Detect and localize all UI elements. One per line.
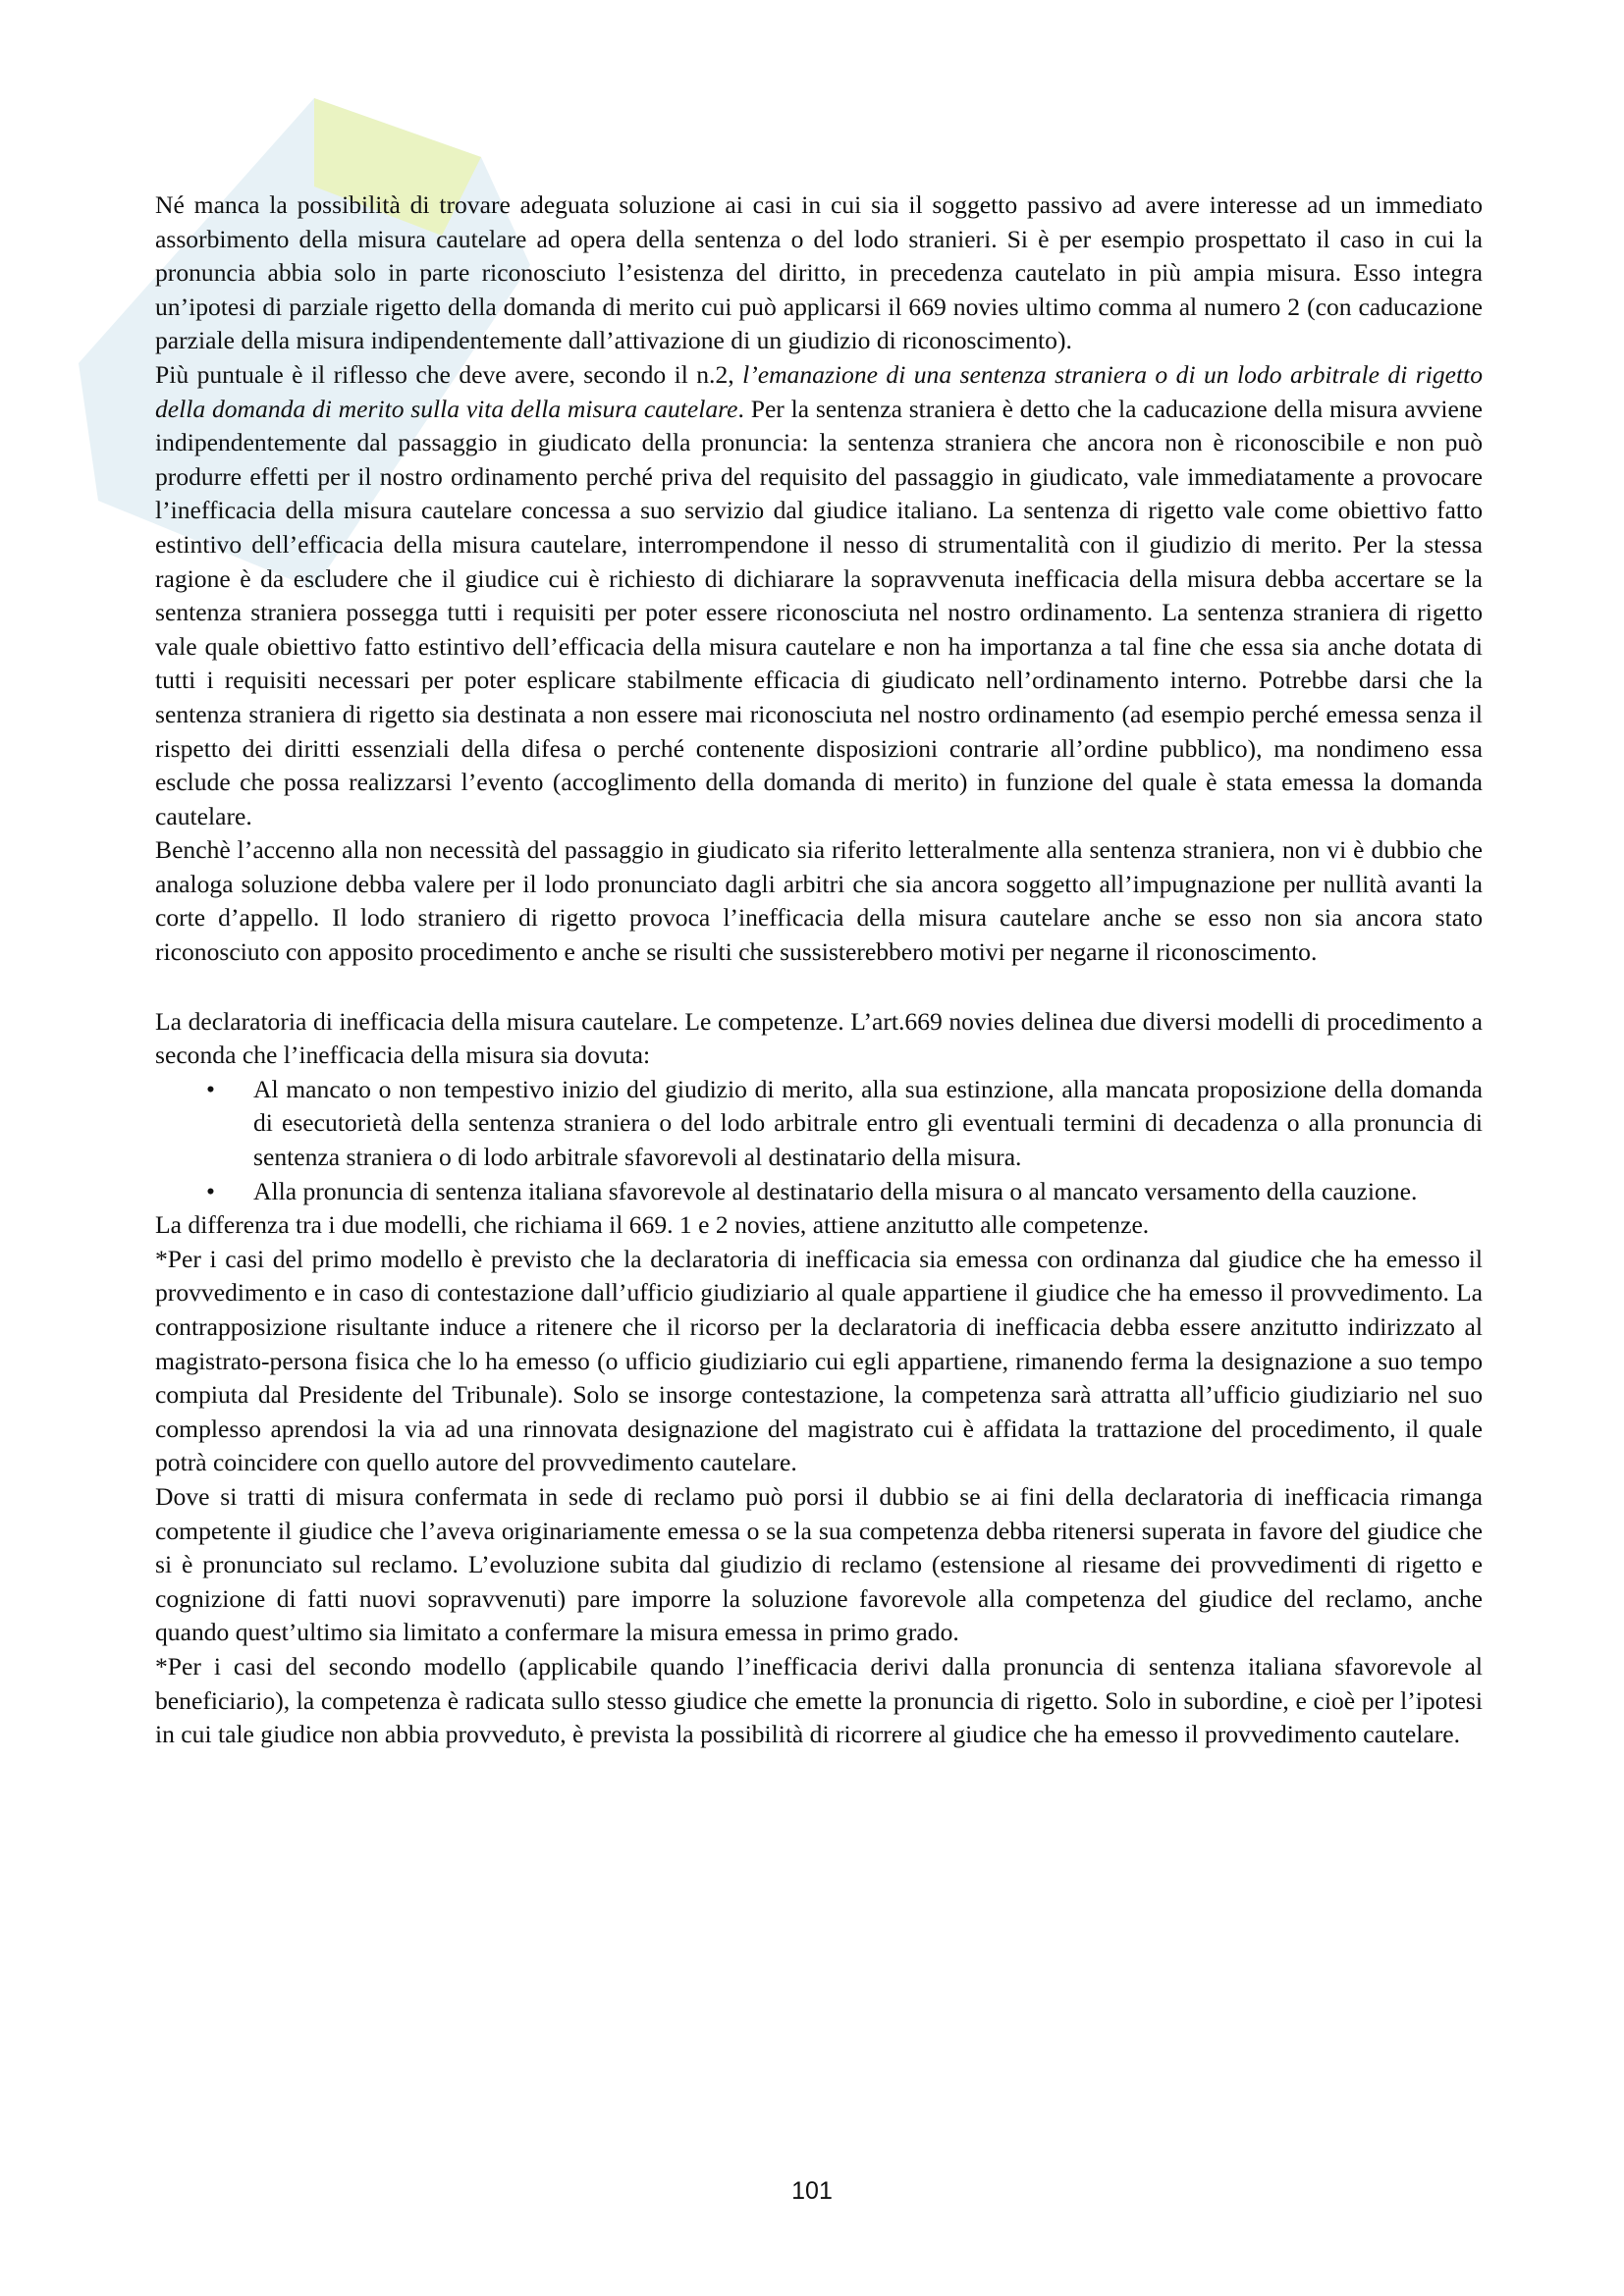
paragraph-3: Benchè l’accenno alla non necessità del passaggio in giudicato sia riferito letteralmente alla sentenza straniera, non vi è dubbio che analoga soluzione debba valere per il lodo pronunciato dagli arbitri che sia ancora soggetto all’impugnazione per nullità avanti la corte d’appello. Il lodo straniero di rigetto provoca l’inefficacia della misura cautelare anche se esso non sia ancora stato riconosciuto con apposito procedimento e anche se risulti che sussisterebbero motivi per negarne il riconoscimento.: [155, 835, 1483, 967]
bullet-item: [155, 1073, 1483, 1175]
bullet-icon: •: [206, 1074, 215, 1103]
bullet-text: Alla pronuncia di sentenza italiana sfavorevole al destinatario della misura o al mancato versamento della cauzione.: [253, 1176, 1418, 1205]
document-body: [155, 188, 1483, 1752]
page-number: 101: [791, 2177, 833, 2205]
paragraph-2-end: . Per la sentenza straniera è detto che la caducazione della misura avviene indipendentemente dal passaggio in giudicato della pronuncia: la sentenza straniera che ancora non è riconoscibile e non può produrre effetti per il nostro ordinamento perché priva del requisito del passaggio in giudicato, vale immediatamente a provocare l’inefficacia della misura cautelare concessa a suo servizio dal giudice italiano. La sentenza di rigetto vale come obiettivo fatto estintivo dell’efficacia della misura cautelare, interrompendone il nesso di strumentalità con il giudizio di merito. Per la stessa ragione è da escludere che il giudice cui è richiesto di dichiarare la sopravvenuta inefficacia della misura debba accertare se la sentenza straniera possegga tutti i requisiti per poter essere riconosciuta nel nostro ordinamento. La sentenza straniera di rigetto vale quale obiettivo fatto estintivo dell’efficacia della misura cautelare e non ha importanza a tal fine che essa sia anche dotata di tutti i requisiti necessari per poter esplicare stabilmente efficacia di giudicato nell’ordinamento interno. Potrebbe darsi che la sentenza straniera di rigetto sia destinata a non essere mai riconosciuta nel nostro ordinamento (ad esempio perché emessa senza il rispetto dei diritti essenziali della difesa o perché contenente disposizioni contrarie all’ordine pubblico), ma nondimeno essa esclude che possa realizzarsi l’evento (accoglimento della domanda di merito) in funzione del quale è stata emessa la domanda cautelare.: [155, 394, 1483, 830]
paragraph-1: Né manca la possibilità di trovare adeguata soluzione ai casi in cui sia il soggetto passivo ad avere interesse ad un immediato assorbimento della misura cautelare ad opera della sentenza o del lodo stranieri. Si è per esempio prospettato il caso in cui la pronuncia abbia solo in parte riconosciuto l’esistenza del diritto, in precedenza cautelato in più ampia misura. Esso integra un’ipotesi di parziale rigetto della domanda di merito cui può applicarsi il 669 novies ultimo comma al numero 2 (con caducazione parziale della misura indipendentemente dall’attivazione di un giudizio di riconoscimento).: [155, 190, 1483, 355]
paragraph-2: [155, 358, 1483, 833]
paragraph-gap: [155, 970, 1483, 1005]
bullet-list: [155, 1073, 1483, 1208]
paragraph-7: Dove si tratti di misura confermata in sede di reclamo può porsi il dubbio se ai fini della declaratoria di inefficacia rimanga competente il giudice che l’aveva originariamente emessa o se la sua competenza debba ritenersi superata in favore del giudice che si è pronunciato sul reclamo. L’evoluzione subita dal giudizio di reclamo (estensione al riesame dei provvedimenti di rigetto e cognizione di fatti nuovi sopravvenuti) pare imporre la soluzione favorevole alla competenza del giudice del reclamo, anche quando quest’ultimo sia limitato a confermare la misura emessa in primo grado.: [155, 1481, 1483, 1647]
paragraph-2-italic: l’emanazione di una sentenza straniera o di un lodo arbitrale di rigetto della domanda di merito sulla vita della misura cautelare: [155, 359, 1483, 423]
paragraph-4: La declaratoria di inefficacia della misura cautelare. Le competenze. L’art.669 novies delinea due diversi modelli di procedimento a seconda che l’inefficacia della misura sia dovuta:: [155, 1006, 1483, 1070]
paragraph-6: *Per i casi del primo modello è previsto che la declaratoria di inefficacia sia emessa con ordinanza dal giudice che ha emesso il provvedimento e in caso di contestazione dall’ufficio giudiziario al quale appartiene il giudice che ha emesso il provvedimento. La contrapposizione risultante induce a ritenere che il ricorso per la declaratoria di inefficacia debba essere anzitutto indirizzato al magistrato-persona fisica che lo ha emesso (o ufficio giudiziario cui egli appartiene, rimanendo ferma la designazione a suo tempo compiuta dal Presidente del Tribunale). Solo se insorge contestazione, la competenza sarà attratta all’ufficio giudiziario nel suo complesso aprendosi la via ad una rinnovata designazione del magistrato cui è affidata la trattazione del procedimento, il quale potrà coincidere con quello autore del provvedimento cautelare.: [155, 1244, 1483, 1477]
paragraph-8: *Per i casi del secondo modello (applicabile quando l’inefficacia derivi dalla pronuncia di sentenza italiana sfavorevole al beneficiario), la competenza è radicata sullo stesso giudice che emette la pronuncia di rigetto. Solo in subordine, e cioè per l’ipotesi in cui tale giudice non abbia provveduto, è prevista la possibilità di ricorrere al giudice che ha emesso il provvedimento cautelare.: [155, 1651, 1483, 1749]
paragraph-2-start: Più puntuale è il riflesso che deve avere, secondo il n.2,: [155, 359, 743, 389]
paragraph-5: La differenza tra i due modelli, che richiama il 669. 1 e 2 novies, attiene anzitutto alle competenze.: [155, 1210, 1150, 1240]
bullet-item: [155, 1175, 1483, 1209]
bullet-text: Al mancato o non tempestivo inizio del giudizio di merito, alla sua estinzione, alla mancata proposizione della domanda di esecutorietà della sentenza straniera o del lodo arbitrale entro gli eventuali termini di decadenza o alla pronuncia di sentenza straniera o di lodo arbitrale sfavorevoli al destinatario della misura.: [253, 1074, 1483, 1172]
bullet-icon: •: [206, 1176, 215, 1205]
